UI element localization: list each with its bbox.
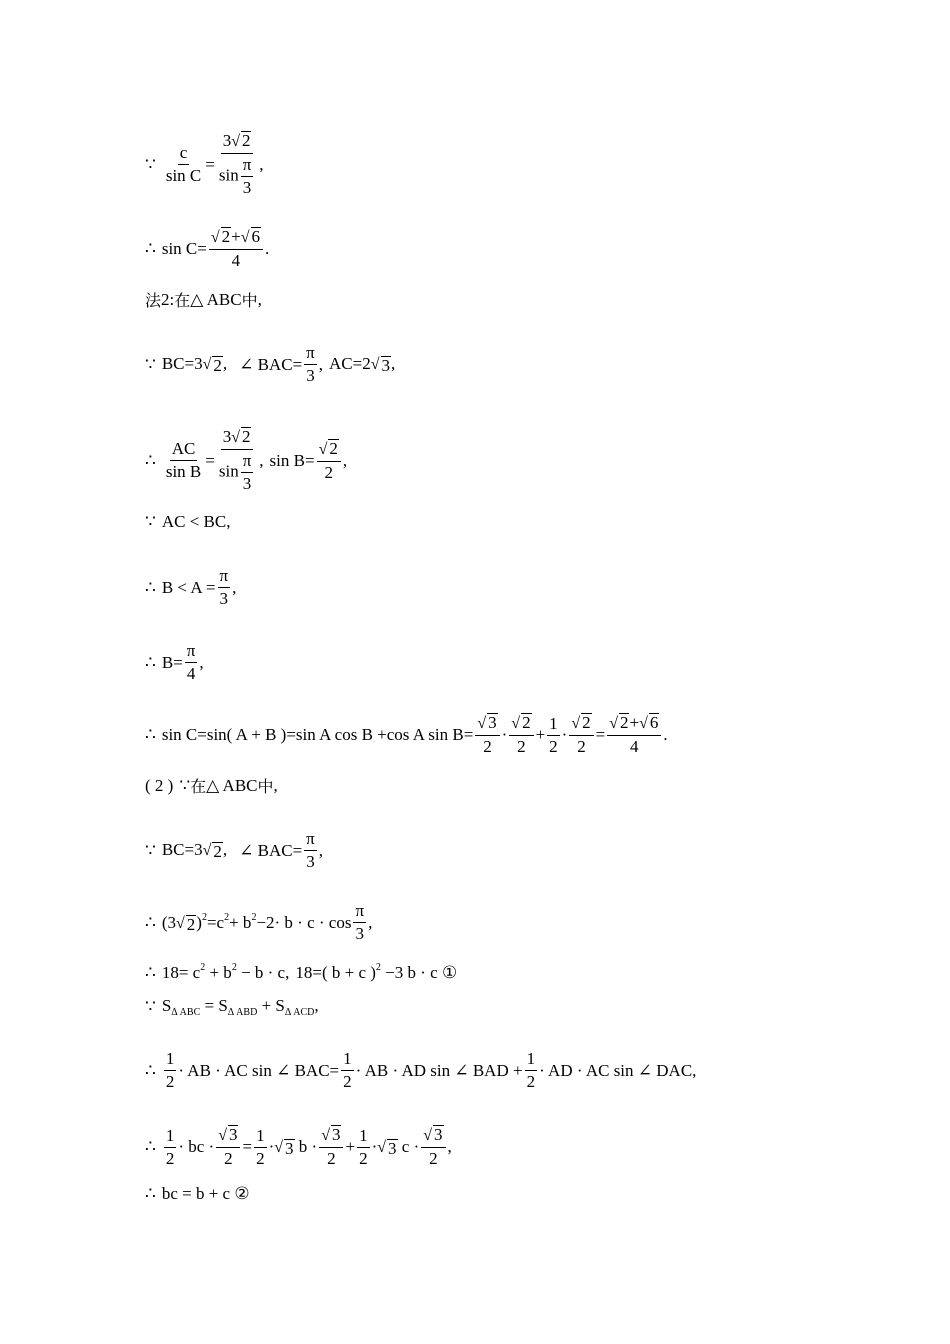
line-3: 法 2: 在 △ ABC 中 , (145, 289, 262, 310)
line-16: ∴ $\frac{1}{2}$ · bc · √ 3 2 = $\frac{1}{2}$ · √ 3 b · √ 3 2 + $\frac{1}{2}$ · √ 3 c · √ 3 2 , (145, 1125, 452, 1168)
line-11: ∵ BC=3 √ 2 , ∠ BAC= $\frac{\pi}{3}$ , (145, 829, 324, 871)
line-1: ∵ $\frac{c}{\text{sin C}}$ = 3 √ 2 sin $\frac{\pi}{3}$ , (145, 131, 264, 197)
line-14: ∵ $S_{\Delta ABC} = S_{\Delta ABD} + S_{\Delta ACD}$, (145, 996, 319, 1018)
line-7: ∴ B < A = $\frac{\pi}{3}$ , (145, 566, 237, 608)
line-15: ∴ $\frac{1}{2}$ · AB · AC sin ∠ BAC= $\frac{1}{2}$ · AB · AD sin ∠ BAD + $\frac{1}{2}$ · AD · AC sin ∠ DAC, (145, 1049, 697, 1091)
line-12: ∴ (3 √ 2 )$^2=c^2+ b^2-2\cdot b \cdot c \cdot \cos$ $\frac{\pi}{3}$ , (145, 901, 373, 943)
line-17: ∴ bc = b + c ② (145, 1184, 250, 1203)
line-8: ∴ B= $\frac{\pi}{4}$ , (145, 641, 204, 683)
line-6: ∵ AC < BC, (145, 512, 231, 531)
line-2: ∴ sin C= √ 2 + √ 6 4 . (145, 227, 270, 270)
line-13: ∴ $18= c^2 + b^2 - b \cdot c$, 18=( b + c )$^2$ −3 b · c ① (145, 962, 458, 982)
line-10: ( 2 ) ∵ 在 △ ABC 中 , (145, 775, 278, 796)
line-4: ∵ BC=3 √ 2 , ∠ BAC= $\frac{\pi}{3}$ , AC=2 √ 3 , (145, 343, 396, 385)
line-5: ∴ $\frac{AC}{\text{sin B}}$ = 3 √ 2 sin $\frac{\pi}{3}$ , sin B= √ 2 2 , (145, 427, 348, 493)
line-9: ∴ sin C=sin( A + B )=sin A cos B +cos A sin B= √ 3 2 · √ 2 2 + $\frac{1}{2}$ · √ 2 2 = √ 2 + √ 6 4 . (145, 713, 668, 756)
